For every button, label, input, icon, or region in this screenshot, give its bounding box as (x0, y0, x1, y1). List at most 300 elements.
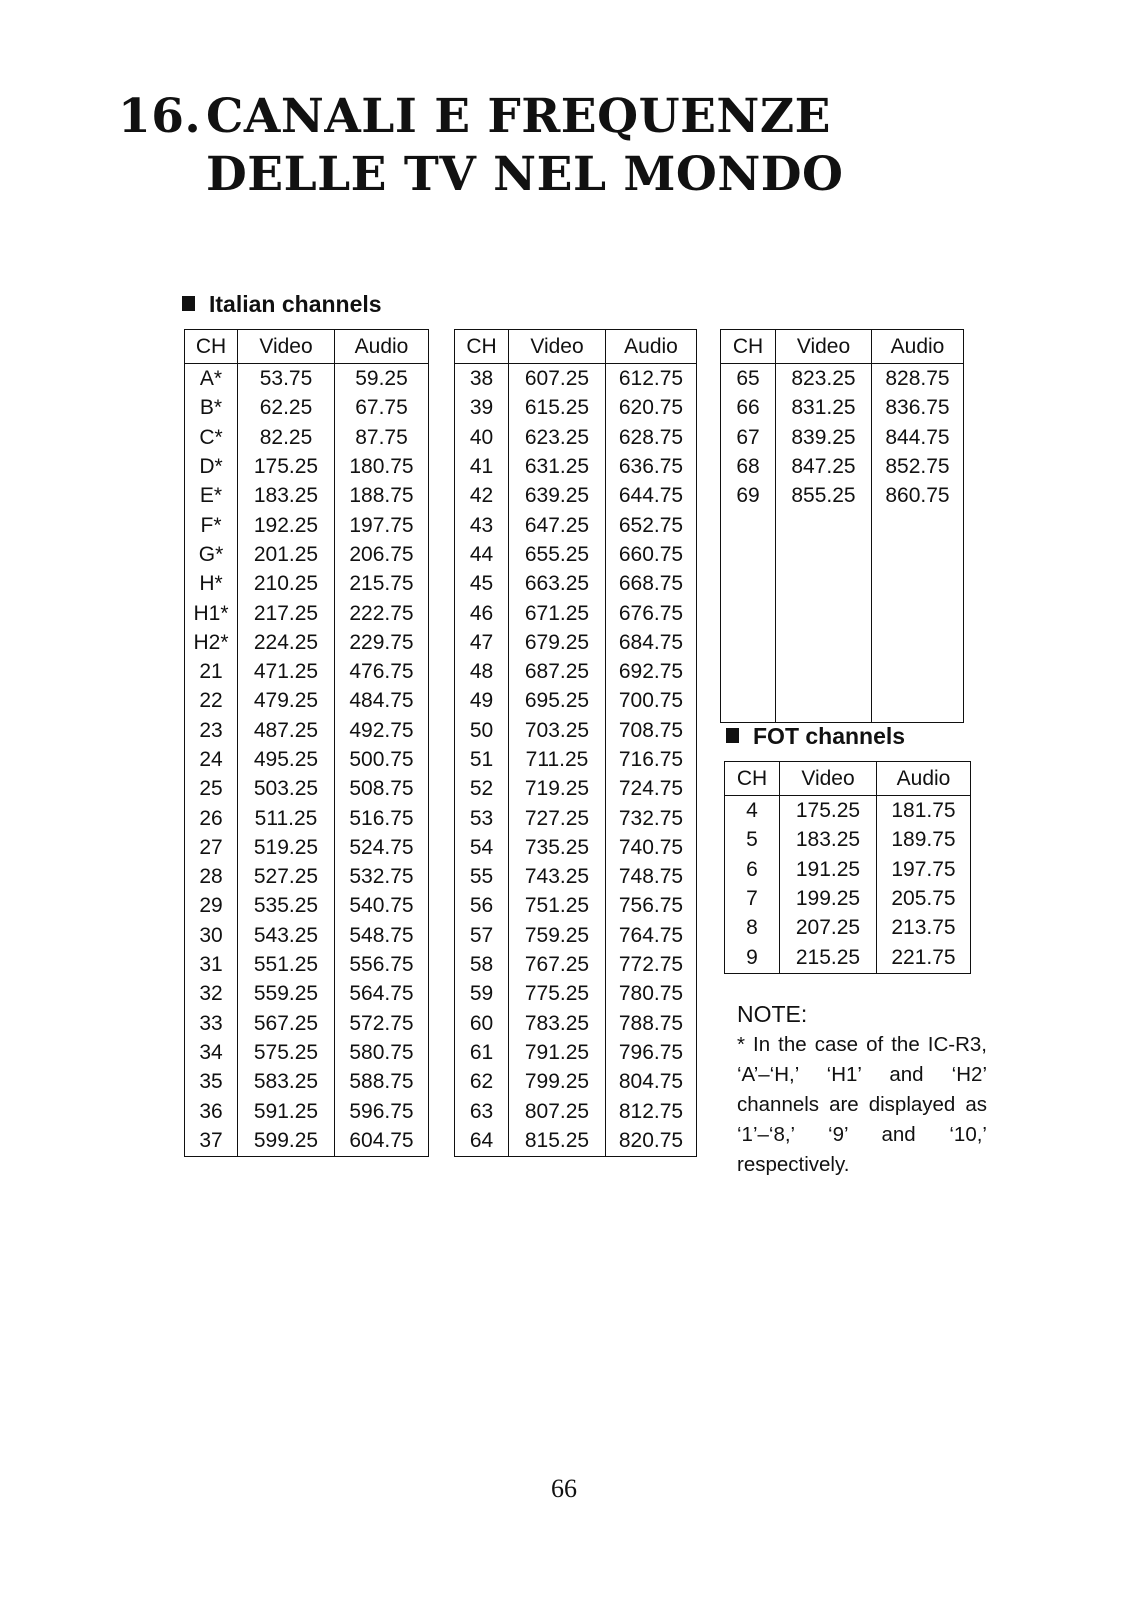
cell-ch: 62 (455, 1067, 509, 1096)
cell-ch: B* (185, 393, 238, 422)
table-row (455, 481, 697, 510)
cell-video: 175.25 (780, 796, 877, 826)
cell-ch: C* (185, 423, 238, 452)
cell-video: 847.25 (776, 452, 872, 481)
table-row (455, 540, 697, 569)
table-row (185, 716, 429, 745)
cell-audio: 516.75 (335, 803, 429, 832)
column-header-audio: Audio (335, 330, 429, 364)
cell-ch: 9 (725, 942, 780, 971)
table-row (721, 364, 964, 394)
cell-ch: 68 (721, 452, 776, 481)
cell-video: 711.25 (509, 745, 606, 774)
table-row (185, 393, 429, 422)
column-header-video: Video (509, 330, 606, 364)
cell-video: 695.25 (509, 686, 606, 715)
empty-cell (776, 510, 872, 723)
table-row (455, 598, 697, 627)
table-row (185, 540, 429, 569)
cell-video: 751.25 (509, 891, 606, 920)
cell-video: 591.25 (238, 1096, 335, 1125)
cell-video: 703.25 (509, 716, 606, 745)
table-row (725, 825, 971, 854)
cell-video: 471.25 (238, 657, 335, 686)
page-title (118, 88, 844, 204)
table-row (455, 628, 697, 657)
cell-ch: E* (185, 481, 238, 510)
cell-audio: 564.75 (335, 979, 429, 1008)
cell-audio: 828.75 (872, 364, 964, 394)
cell-ch: 50 (455, 716, 509, 745)
cell-audio: 188.75 (335, 481, 429, 510)
cell-video: 215.25 (780, 942, 877, 971)
cell-audio: 820.75 (606, 1126, 697, 1155)
cell-audio: 708.75 (606, 716, 697, 745)
cell-ch: 47 (455, 628, 509, 657)
cell-ch: 52 (455, 774, 509, 803)
cell-video: 687.25 (509, 657, 606, 686)
cell-video: 655.25 (509, 540, 606, 569)
cell-ch: 6 (725, 855, 780, 884)
column-header-ch: CH (725, 762, 780, 796)
column-header-video: Video (780, 762, 877, 796)
table-row (725, 913, 971, 942)
cell-ch: 48 (455, 657, 509, 686)
cell-ch: 63 (455, 1096, 509, 1125)
table-row (455, 423, 697, 452)
cell-video: 735.25 (509, 833, 606, 862)
column-header-ch: CH (185, 330, 238, 364)
cell-audio: 556.75 (335, 950, 429, 979)
cell-audio: 732.75 (606, 803, 697, 832)
cell-ch: 30 (185, 921, 238, 950)
cell-video: 527.25 (238, 862, 335, 891)
fot-channels-heading (726, 722, 905, 750)
cell-video: 535.25 (238, 891, 335, 920)
cell-audio: 852.75 (872, 452, 964, 481)
cell-ch: 57 (455, 921, 509, 950)
cell-ch: 54 (455, 833, 509, 862)
cell-audio: 636.75 (606, 452, 697, 481)
table-row (185, 1126, 429, 1155)
cell-video: 82.25 (238, 423, 335, 452)
table-row (455, 686, 697, 715)
cell-video: 719.25 (509, 774, 606, 803)
cell-audio: 796.75 (606, 1038, 697, 1067)
cell-audio: 684.75 (606, 628, 697, 657)
title-line-1: CANALI E FREQUENZE (206, 89, 831, 144)
table-row (185, 364, 429, 394)
empty-cell (877, 972, 971, 974)
cell-audio: 181.75 (877, 796, 971, 826)
cell-audio: 716.75 (606, 745, 697, 774)
cell-video: 831.25 (776, 393, 872, 422)
italian-channels-heading (182, 290, 382, 318)
table-row (185, 1009, 429, 1038)
cell-ch: 41 (455, 452, 509, 481)
cell-audio: 620.75 (606, 393, 697, 422)
cell-video: 775.25 (509, 979, 606, 1008)
italian-table-1 (184, 329, 429, 1157)
italian-heading-text: Italian channels (209, 291, 382, 317)
cell-video: 639.25 (509, 481, 606, 510)
empty-cell (872, 510, 964, 723)
table-row (185, 686, 429, 715)
empty-cell (238, 1155, 335, 1157)
cell-ch: G* (185, 540, 238, 569)
cell-audio: 668.75 (606, 569, 697, 598)
cell-video: 791.25 (509, 1038, 606, 1067)
empty-cell (721, 510, 776, 723)
cell-audio: 700.75 (606, 686, 697, 715)
cell-audio: 548.75 (335, 921, 429, 950)
cell-ch: 46 (455, 598, 509, 627)
table-row (455, 1038, 697, 1067)
cell-audio: 500.75 (335, 745, 429, 774)
table-row (455, 1009, 697, 1038)
table-row (455, 891, 697, 920)
cell-video: 631.25 (509, 452, 606, 481)
cell-video: 623.25 (509, 423, 606, 452)
cell-video: 53.75 (238, 364, 335, 394)
cell-audio: 180.75 (335, 452, 429, 481)
cell-video: 647.25 (509, 510, 606, 539)
cell-ch: 26 (185, 803, 238, 832)
table-row (185, 979, 429, 1008)
cell-video: 615.25 (509, 393, 606, 422)
table-row (185, 921, 429, 950)
cell-video: 183.25 (238, 481, 335, 510)
table-row (455, 510, 697, 539)
cell-ch: 4 (725, 796, 780, 826)
cell-video: 217.25 (238, 598, 335, 627)
cell-audio: 804.75 (606, 1067, 697, 1096)
table-row (725, 942, 971, 971)
cell-audio: 206.75 (335, 540, 429, 569)
column-header-video: Video (238, 330, 335, 364)
cell-ch: 5 (725, 825, 780, 854)
cell-ch: 31 (185, 950, 238, 979)
cell-video: 210.25 (238, 569, 335, 598)
cell-video: 823.25 (776, 364, 872, 394)
section-number: 16. (118, 89, 202, 144)
table-row (185, 1067, 429, 1096)
cell-audio: 229.75 (335, 628, 429, 657)
cell-ch: A* (185, 364, 238, 394)
square-bullet-icon (726, 728, 739, 743)
cell-audio: 222.75 (335, 598, 429, 627)
cell-ch: 39 (455, 393, 509, 422)
cell-audio: 476.75 (335, 657, 429, 686)
cell-video: 192.25 (238, 510, 335, 539)
table-row (185, 452, 429, 481)
table-row (185, 1038, 429, 1067)
cell-ch: 61 (455, 1038, 509, 1067)
cell-video: 815.25 (509, 1126, 606, 1155)
cell-video: 799.25 (509, 1067, 606, 1096)
table-row (455, 862, 697, 891)
column-header-ch: CH (721, 330, 776, 364)
cell-video: 62.25 (238, 393, 335, 422)
cell-ch: 34 (185, 1038, 238, 1067)
cell-video: 224.25 (238, 628, 335, 657)
cell-ch: 27 (185, 833, 238, 862)
cell-ch: 55 (455, 862, 509, 891)
table-filler-row (721, 510, 964, 723)
cell-video: 807.25 (509, 1096, 606, 1125)
cell-audio: 860.75 (872, 481, 964, 510)
cell-ch: 35 (185, 1067, 238, 1096)
cell-audio: 836.75 (872, 393, 964, 422)
cell-audio: 59.25 (335, 364, 429, 394)
table-row (185, 1096, 429, 1125)
cell-video: 175.25 (238, 452, 335, 481)
cell-ch: 22 (185, 686, 238, 715)
empty-cell (185, 1155, 238, 1157)
empty-cell (455, 1155, 509, 1157)
table-row (455, 364, 697, 394)
cell-audio: 844.75 (872, 423, 964, 452)
cell-video: 559.25 (238, 979, 335, 1008)
cell-ch: 38 (455, 364, 509, 394)
cell-video: 199.25 (780, 884, 877, 913)
empty-cell (335, 1155, 429, 1157)
cell-audio: 87.75 (335, 423, 429, 452)
table-filler-row (455, 1155, 697, 1157)
table-row (455, 950, 697, 979)
empty-cell (606, 1155, 697, 1157)
cell-audio: 660.75 (606, 540, 697, 569)
cell-video: 503.25 (238, 774, 335, 803)
cell-video: 201.25 (238, 540, 335, 569)
cell-ch: 67 (721, 423, 776, 452)
cell-audio: 628.75 (606, 423, 697, 452)
cell-video: 679.25 (509, 628, 606, 657)
cell-ch: 36 (185, 1096, 238, 1125)
cell-ch: 53 (455, 803, 509, 832)
cell-audio: 612.75 (606, 364, 697, 394)
cell-ch: 64 (455, 1126, 509, 1155)
cell-ch: 59 (455, 979, 509, 1008)
cell-audio: 780.75 (606, 979, 697, 1008)
cell-video: 495.25 (238, 745, 335, 774)
table-row (185, 423, 429, 452)
cell-video: 191.25 (780, 855, 877, 884)
cell-ch: 24 (185, 745, 238, 774)
cell-audio: 215.75 (335, 569, 429, 598)
cell-ch: 58 (455, 950, 509, 979)
table-row (455, 716, 697, 745)
cell-audio: 213.75 (877, 913, 971, 942)
table-row (721, 393, 964, 422)
cell-video: 855.25 (776, 481, 872, 510)
table-row (455, 833, 697, 862)
italian-table-3 (720, 329, 964, 723)
table-row (455, 657, 697, 686)
table-row (455, 979, 697, 1008)
column-header-audio: Audio (877, 762, 971, 796)
cell-ch: 45 (455, 569, 509, 598)
cell-ch: 66 (721, 393, 776, 422)
cell-audio: 788.75 (606, 1009, 697, 1038)
note-heading: NOTE: (737, 1001, 808, 1027)
cell-audio: 524.75 (335, 833, 429, 862)
cell-audio: 676.75 (606, 598, 697, 627)
cell-audio: 197.75 (877, 855, 971, 884)
cell-ch: 69 (721, 481, 776, 510)
cell-ch: 43 (455, 510, 509, 539)
cell-video: 583.25 (238, 1067, 335, 1096)
cell-ch: 51 (455, 745, 509, 774)
cell-audio: 740.75 (606, 833, 697, 862)
cell-ch: 49 (455, 686, 509, 715)
table-row (185, 481, 429, 510)
cell-audio: 492.75 (335, 716, 429, 745)
title-line-2: DELLE TV NEL MONDO (206, 147, 844, 202)
cell-video: 575.25 (238, 1038, 335, 1067)
cell-video: 607.25 (509, 364, 606, 394)
cell-ch: 8 (725, 913, 780, 942)
fot-heading-text: FOT channels (753, 723, 906, 749)
cell-ch: 21 (185, 657, 238, 686)
table-row (721, 481, 964, 510)
fot-table (724, 761, 971, 974)
cell-audio: 580.75 (335, 1038, 429, 1067)
table-row (185, 950, 429, 979)
empty-cell (509, 1155, 606, 1157)
table-row (721, 423, 964, 452)
cell-video: 663.25 (509, 569, 606, 598)
cell-audio: 644.75 (606, 481, 697, 510)
column-header-audio: Audio (872, 330, 964, 364)
table-row (185, 833, 429, 862)
cell-ch: 32 (185, 979, 238, 1008)
cell-audio: 484.75 (335, 686, 429, 715)
cell-video: 479.25 (238, 686, 335, 715)
cell-ch: H2* (185, 628, 238, 657)
cell-video: 511.25 (238, 803, 335, 832)
table-filler-row (725, 972, 971, 974)
page-number: 66 (551, 1474, 577, 1503)
cell-ch: 7 (725, 884, 780, 913)
cell-audio: 540.75 (335, 891, 429, 920)
cell-video: 671.25 (509, 598, 606, 627)
table-row (455, 803, 697, 832)
square-bullet-icon (182, 296, 195, 311)
table-row (455, 745, 697, 774)
cell-video: 743.25 (509, 862, 606, 891)
table-row (185, 628, 429, 657)
table-filler-row (185, 1155, 429, 1157)
cell-audio: 748.75 (606, 862, 697, 891)
table-row (185, 891, 429, 920)
cell-audio: 588.75 (335, 1067, 429, 1096)
cell-ch: 25 (185, 774, 238, 803)
cell-ch: 33 (185, 1009, 238, 1038)
cell-audio: 724.75 (606, 774, 697, 803)
table-row (185, 803, 429, 832)
table-row (455, 1096, 697, 1125)
column-header-ch: CH (455, 330, 509, 364)
table-row (725, 796, 971, 826)
cell-ch: 56 (455, 891, 509, 920)
cell-video: 599.25 (238, 1126, 335, 1155)
cell-audio: 532.75 (335, 862, 429, 891)
cell-ch: 28 (185, 862, 238, 891)
table-row (185, 862, 429, 891)
cell-video: 759.25 (509, 921, 606, 950)
cell-video: 767.25 (509, 950, 606, 979)
cell-audio: 756.75 (606, 891, 697, 920)
table-row (185, 510, 429, 539)
table-row (185, 745, 429, 774)
cell-audio: 652.75 (606, 510, 697, 539)
cell-audio: 508.75 (335, 774, 429, 803)
column-header-audio: Audio (606, 330, 697, 364)
table-row (185, 774, 429, 803)
empty-cell (780, 972, 877, 974)
cell-audio: 596.75 (335, 1096, 429, 1125)
cell-video: 727.25 (509, 803, 606, 832)
cell-video: 543.25 (238, 921, 335, 950)
cell-audio: 764.75 (606, 921, 697, 950)
table-row (455, 1126, 697, 1155)
cell-ch: 23 (185, 716, 238, 745)
cell-video: 783.25 (509, 1009, 606, 1038)
cell-ch: 37 (185, 1126, 238, 1155)
cell-video: 519.25 (238, 833, 335, 862)
cell-ch: 40 (455, 423, 509, 452)
table-row (455, 921, 697, 950)
cell-ch: F* (185, 510, 238, 539)
table-row (185, 569, 429, 598)
cell-audio: 197.75 (335, 510, 429, 539)
empty-cell (725, 972, 780, 974)
table-row (721, 452, 964, 481)
cell-video: 207.25 (780, 913, 877, 942)
note-text: * In the case of the IC-R3, ‘A’–‘H,’ ‘H1’ and ‘H2’ channels are displayed as ‘1’–‘8,’ ‘9’ and ‘10,’ respectively. (737, 1033, 987, 1176)
cell-video: 183.25 (780, 825, 877, 854)
cell-ch: 60 (455, 1009, 509, 1038)
table-row (725, 884, 971, 913)
table-row (455, 774, 697, 803)
table-row (455, 569, 697, 598)
cell-audio: 221.75 (877, 942, 971, 971)
cell-audio: 772.75 (606, 950, 697, 979)
cell-audio: 205.75 (877, 884, 971, 913)
table-row (725, 855, 971, 884)
cell-audio: 604.75 (335, 1126, 429, 1155)
cell-video: 487.25 (238, 716, 335, 745)
column-header-video: Video (776, 330, 872, 364)
cell-audio: 692.75 (606, 657, 697, 686)
cell-ch: H1* (185, 598, 238, 627)
cell-ch: H* (185, 569, 238, 598)
cell-video: 551.25 (238, 950, 335, 979)
cell-audio: 572.75 (335, 1009, 429, 1038)
cell-ch: 65 (721, 364, 776, 394)
cell-video: 839.25 (776, 423, 872, 452)
cell-video: 567.25 (238, 1009, 335, 1038)
table-row (455, 393, 697, 422)
cell-audio: 67.75 (335, 393, 429, 422)
table-row (185, 657, 429, 686)
cell-ch: D* (185, 452, 238, 481)
table-row (455, 452, 697, 481)
cell-ch: 42 (455, 481, 509, 510)
cell-ch: 44 (455, 540, 509, 569)
italian-table-2 (454, 329, 697, 1157)
